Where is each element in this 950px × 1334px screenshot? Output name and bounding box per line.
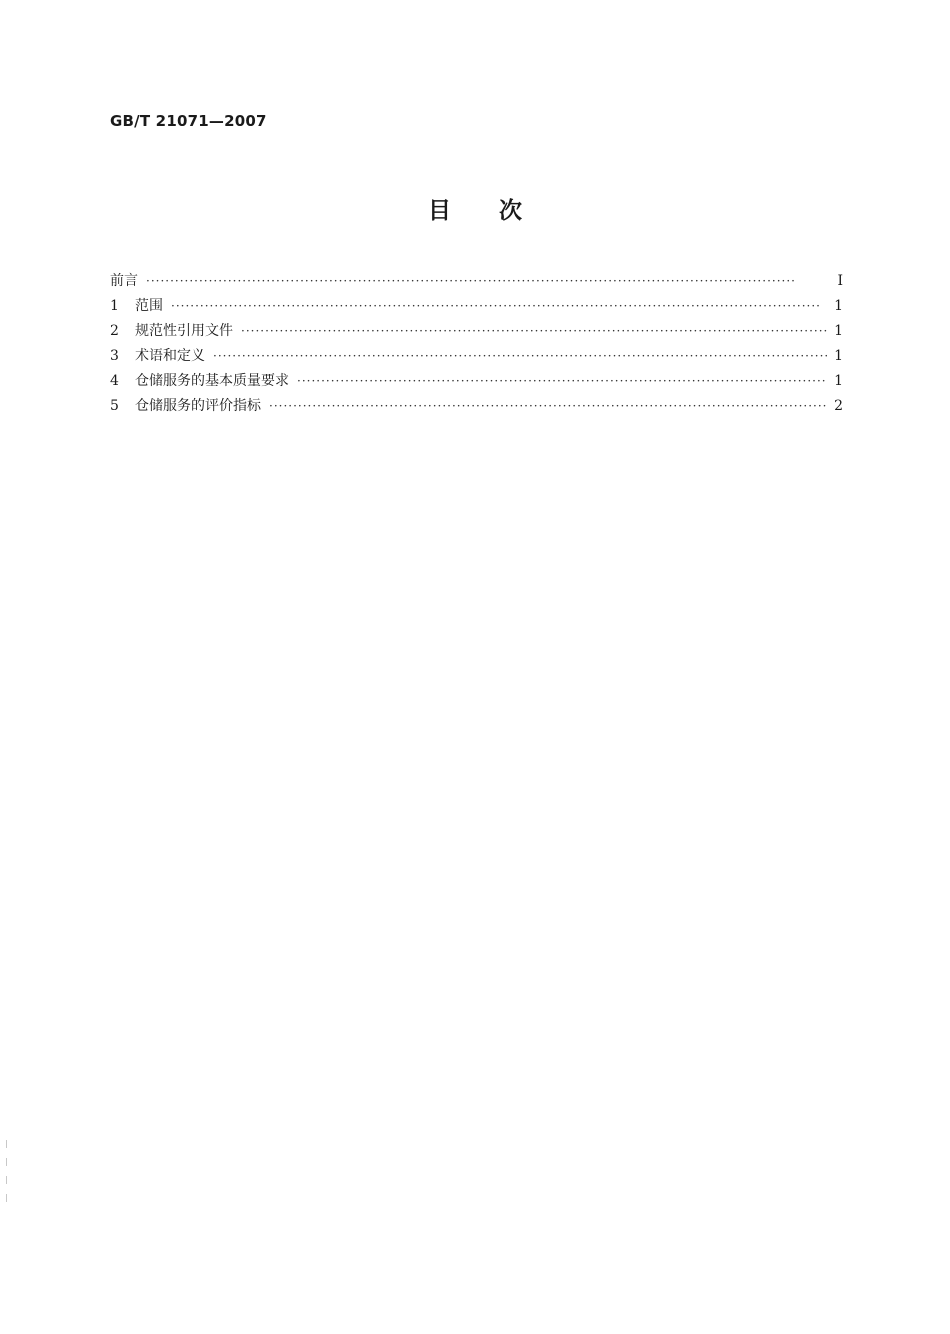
toc-entry-preface[interactable]	[110, 270, 843, 295]
toc-entry-page: 1	[834, 323, 843, 339]
toc-entry-label: 仓储服务的评价指标	[135, 398, 261, 414]
toc-title: 目次	[428, 198, 570, 224]
toc-entry-label: 范围	[135, 298, 163, 314]
toc-entry-normative-references[interactable]	[110, 320, 843, 345]
scan-mark	[6, 1158, 7, 1166]
toc-entry-label: 前言	[110, 273, 138, 289]
standard-code: GB/T 21071—2007	[110, 112, 267, 130]
scan-mark	[6, 1194, 7, 1202]
toc-entry-number: 2	[110, 323, 119, 339]
scan-mark	[6, 1140, 7, 1148]
toc-entry-number: 3	[110, 348, 119, 364]
toc-entry-evaluation-indicators[interactable]	[110, 395, 843, 420]
toc-dot-leader	[146, 274, 827, 288]
toc-dot-leader	[269, 399, 827, 413]
toc-entry-label: 规范性引用文件	[135, 323, 233, 339]
toc-dot-leader	[213, 349, 827, 363]
toc-entry-scope[interactable]	[110, 295, 843, 320]
toc-entry-page: 1	[834, 373, 843, 389]
toc-entry-page: 1	[834, 348, 843, 364]
toc-dot-leader	[171, 299, 827, 313]
toc-entry-label: 术语和定义	[135, 348, 205, 364]
toc-entry-label: 仓储服务的基本质量要求	[135, 373, 289, 389]
table-of-contents	[110, 270, 843, 420]
toc-entry-quality-requirements[interactable]	[110, 370, 843, 395]
toc-entry-number: 1	[110, 298, 119, 314]
toc-entry-number: 4	[110, 373, 119, 389]
toc-entry-page: I	[837, 273, 843, 289]
toc-dot-leader	[241, 324, 827, 338]
scan-margin-marks	[6, 1140, 8, 1210]
toc-entry-terms-definitions[interactable]	[110, 345, 843, 370]
toc-entry-page: 2	[834, 398, 843, 414]
toc-dot-leader	[297, 374, 827, 388]
scan-mark	[6, 1176, 7, 1184]
toc-entry-page: 1	[834, 298, 843, 314]
toc-entry-number: 5	[110, 398, 119, 414]
